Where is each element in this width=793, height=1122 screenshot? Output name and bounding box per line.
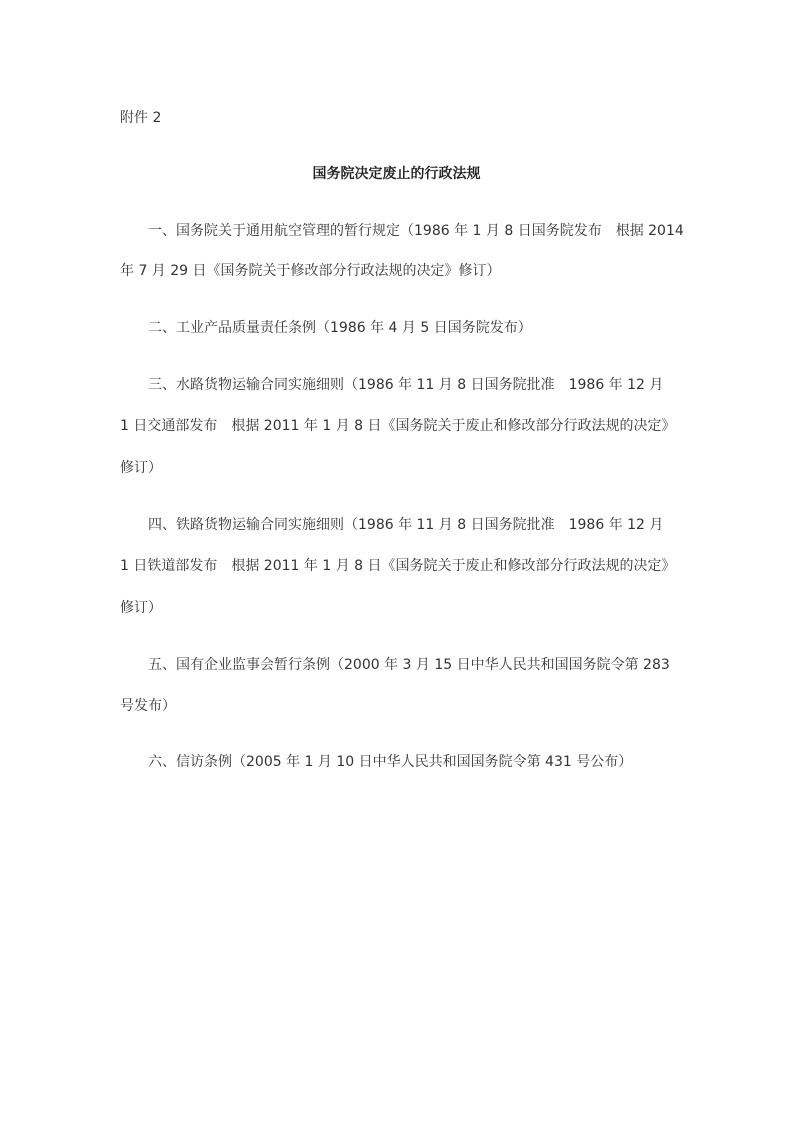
regulation-item-5-line-2: 号发布） <box>120 698 176 714</box>
regulation-item-1-line-1: 一、国务院关于通用航空管理的暂行规定（1986 年 1 月 8 日国务院发布 根据 2014 <box>148 223 684 239</box>
regulation-item-3-line-2: 1 日交通部发布 根据 2011 年 1 月 8 日《国务院关于废止和修改部分行政法规的决定》 <box>120 418 676 434</box>
regulation-item-2-line-1: 二、工业产品质量责任条例（1986 年 4 月 5 日国务院发布） <box>148 320 532 336</box>
regulation-item-4-line-1: 四、铁路货物运输合同实施细则（1986 年 11 月 8 日国务院批准 1986 年 12 月 <box>148 517 664 533</box>
regulation-item-5-line-1: 五、国有企业监事会暂行条例（2000 年 3 月 15 日中华人民共和国国务院令第 283 <box>148 657 670 673</box>
regulation-item-3-line-1: 三、水路货物运输合同实施细则（1986 年 11 月 8 日国务院批准 1986 年 12 月 <box>148 377 664 393</box>
regulation-item-3-line-3: 修订） <box>120 460 162 476</box>
regulation-item-1-line-2: 年 7 月 29 日《国务院关于修改部分行政法规的决定》修订） <box>120 263 501 279</box>
attachment-label: 附件 2 <box>120 110 162 126</box>
regulation-item-6-line-1: 六、信访条例（2005 年 1 月 10 日中华人民共和国国务院令第 431 号公布） <box>148 754 633 770</box>
regulation-item-4-line-2: 1 日铁道部发布 根据 2011 年 1 月 8 日《国务院关于废止和修改部分行政法规的决定》 <box>120 558 676 574</box>
document-title: 国务院决定废止的行政法规 <box>312 166 481 182</box>
regulation-item-4-line-3: 修订） <box>120 600 162 616</box>
